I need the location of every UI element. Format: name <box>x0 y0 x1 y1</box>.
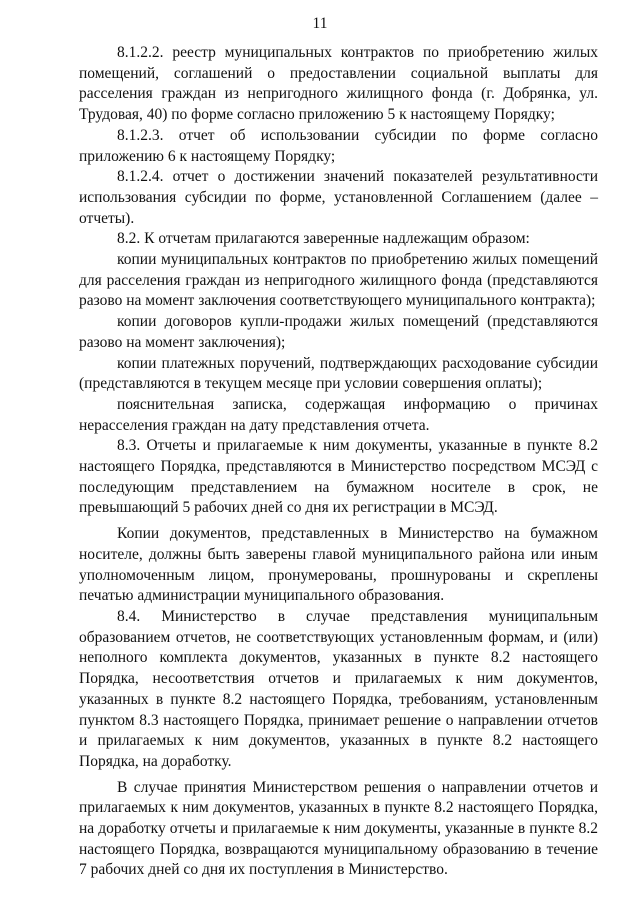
paragraph-8-2: 8.2. К отчетам прилагаются заверенные надлежащим образом: <box>117 230 530 248</box>
paragraph-document-copies: Копии документов, представленных в Министерство на бумажном носителе, должны быть заверены главой муниципального района или иным уполномоченным лицом, пронумерованы, прошнурованы и скреплены печатью администрации муниципального образования. <box>79 525 598 605</box>
document-body <box>79 43 598 881</box>
page-number: 11 <box>312 15 328 32</box>
paragraph-contract-copies: копии муниципальных контрактов по приобретению жилых помещений для расселения граждан из непригодного жилищного фонда (представляются разово на момент заключения соответствующего муниципального контракта); <box>79 251 598 310</box>
paragraph-explanatory-note: пояснительная записка, содержащая информацию о причинах нерасселения граждан на дату представления отчета. <box>79 395 598 434</box>
paragraph-8-3: 8.3. Отчеты и прилагаемые к ним документы, указанные в пункте 8.2 настоящего Порядка, представляются в Министерство посредством МСЭД с последующим представлением на бумажном носителе в срок, не превышающий 5 рабочих дней со дня их регистрации в МСЭД. <box>79 437 598 517</box>
paragraph-8-1-2-2: 8.1.2.2. реестр муниципальных контрактов по приобретению жилых помещений, соглашений о предоставлении социальной выплаты для расселения граждан из непригодного жилищного фонда (г. Добрянка, ул. Трудовая, 40) по форме согласно приложению 5 к настоящему Порядку; <box>79 44 598 124</box>
paragraph-sale-agreements: копии договоров купли-продажи жилых помещений (представляются разово на момент заключения); <box>79 313 598 351</box>
paragraph-8-1-2-4: 8.1.2.4. отчет о достижении значений показателей результативности использования субсидии по форме, установленной Соглашением (далее – отчеты). <box>79 168 598 227</box>
paragraph-8-4: 8.4. Министерство в случае представления муниципальным образованием отчетов, не соответствующих установленным формам, и (или) неполного комплекта документов, указанных в пункте 8.2 настоящего Порядка, несоответствия отчетов и прилагаемых к ним документов, указанных в пункте 8.2 настоящего Порядка, требованиям, установленным пунктом 8.3 настоящего Порядка, принимает решение о направлении отчетов и прилагаемых к ним документов, указанных в пункте 8.2 настоящего Порядка, на доработку. <box>79 607 598 770</box>
paragraph-payment-orders: копии платежных поручений, подтверждающих расходование субсидии (представляются в текущем месяце при условии совершения оплаты); <box>79 354 598 393</box>
paragraph-8-1-2-3: 8.1.2.3. отчет об использовании субсидии по форме согласно приложению 6 к настоящему Порядку; <box>79 126 598 165</box>
paragraph-return-decision: В случае принятия Министерством решения о направлении отчетов и прилагаемых к ним документов, указанных в пункте 8.2 настоящего Порядка, на доработку отчеты и прилагаемые к ним документы, указанные в пункте 8.2 настоящего Порядка, возвращаются муниципальному образованию в течение 7 рабочих дней со дня их поступления в Министерство. <box>79 778 598 879</box>
